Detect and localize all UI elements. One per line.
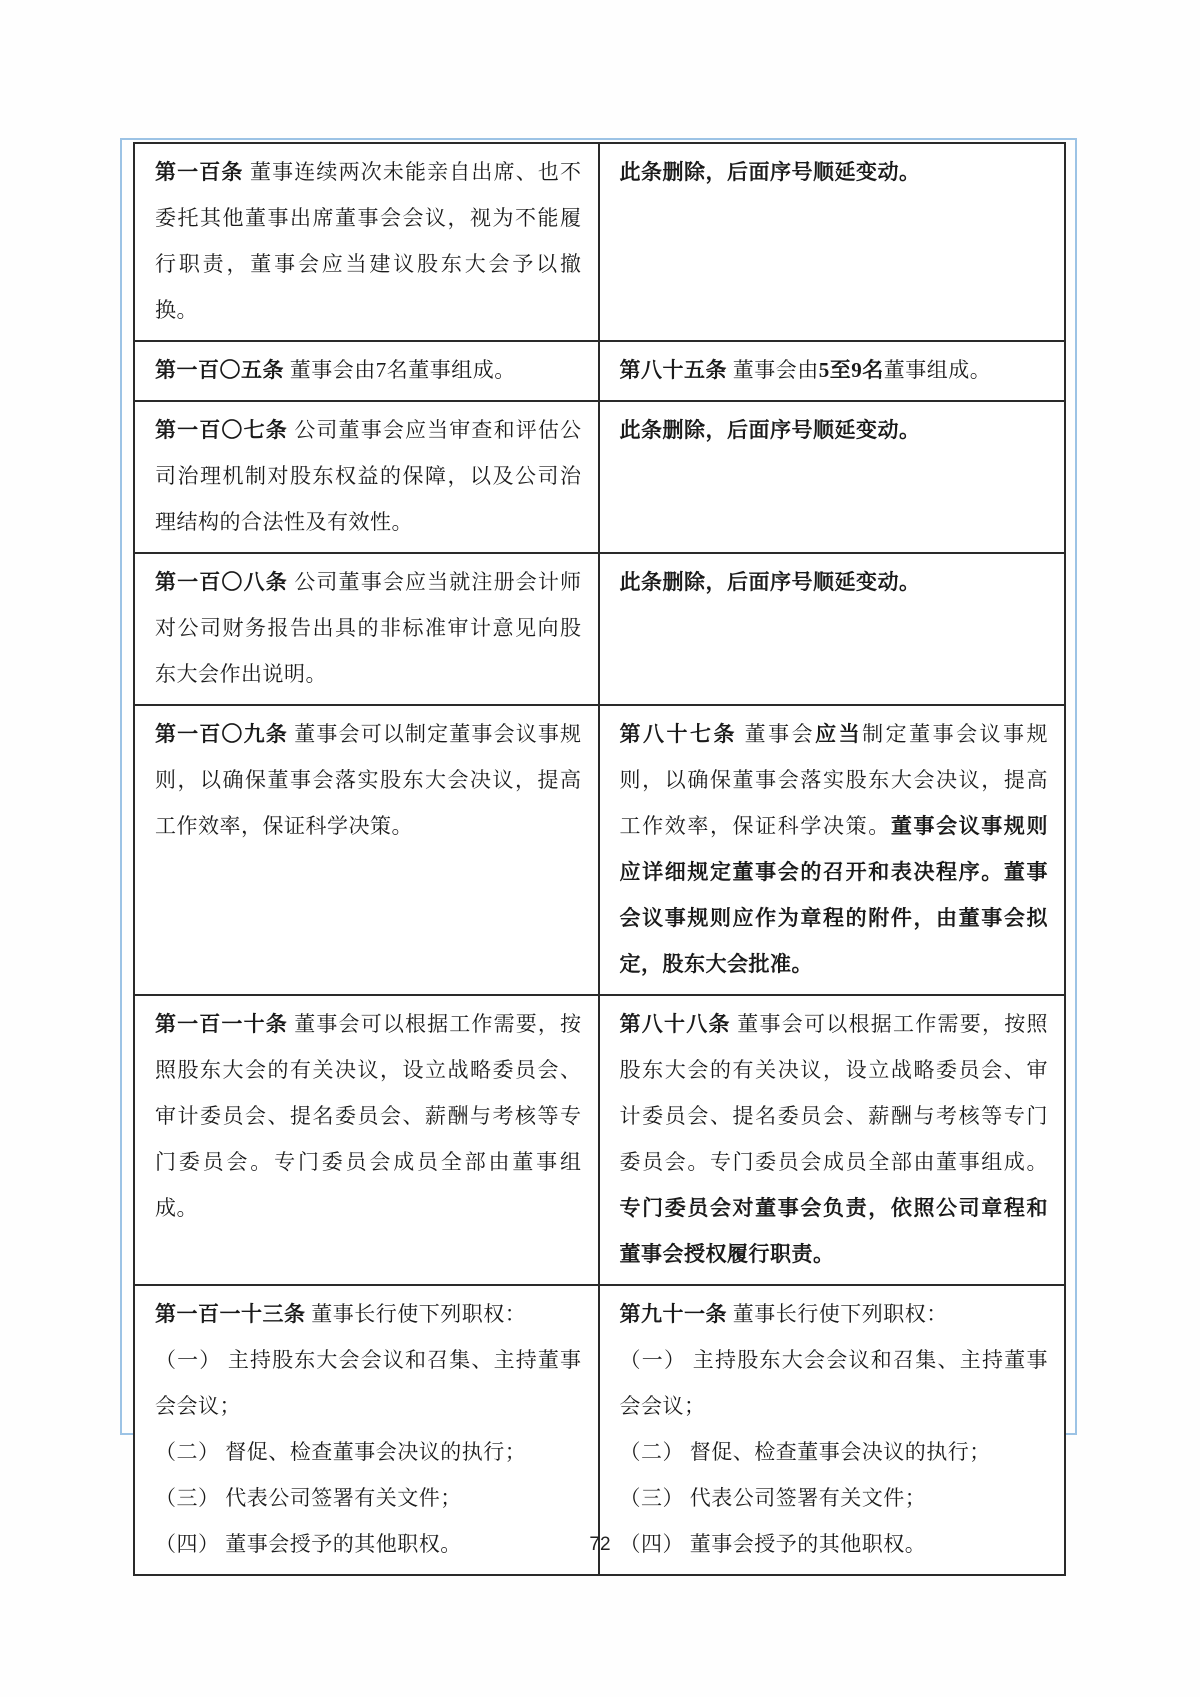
revised-article-cell	[600, 342, 1065, 400]
text-run: （三） 代表公司签署有关文件；	[619, 1486, 927, 1510]
text-run: （四） 董事会授予的其他职权。	[619, 1532, 927, 1556]
text-run: 董事会可以制定董事会议事规则，以确保董事会落实股东大会决议，提高工作效率，保证科学决策。	[155, 722, 582, 838]
original-article-cell	[135, 342, 600, 400]
table-row	[135, 402, 1064, 554]
original-article-cell	[135, 706, 600, 994]
text-run: 董事长行使下列职权：	[727, 1302, 948, 1326]
revised-article-cell	[600, 1286, 1065, 1574]
text-run: 董事会可以根据工作需要，按照股东大会的有关决议，设立战略委员会、审计委员会、提名委员会、薪酬与考核等专门委员会。专门委员会成员全部由董事组成。	[155, 1012, 582, 1220]
bold-text-run: 第一百〇七条	[155, 418, 288, 442]
revised-article-cell	[600, 706, 1065, 994]
article-paragraph	[620, 559, 1049, 605]
text-run: 公司董事会应当审查和评估公司治理机制对股东权益的保障，以及公司治理结构的合法性及有效性。	[155, 418, 582, 534]
bold-text-run: 董事会议事规则应详细规定董事会的召开和表决程序。董事会议事规则应作为章程的附件，由董事会拟定，股东大会批准。	[619, 814, 1049, 976]
bold-text-run: 第一百〇九条	[155, 722, 288, 746]
text-run: 董事会由7名董事组成。	[284, 358, 516, 382]
original-article-cell	[135, 554, 600, 704]
amendment-comparison-table	[133, 142, 1066, 1576]
bold-text-run: 5至9名	[818, 358, 884, 382]
original-article-cell	[135, 1286, 600, 1574]
article-paragraph	[620, 711, 1049, 987]
bold-text-run: 第八十五条	[619, 358, 727, 382]
table-row	[135, 342, 1064, 402]
bold-text-run: 此条删除，后面序号顺延变动。	[619, 570, 921, 594]
article-paragraph	[155, 347, 582, 393]
article-paragraph	[155, 1337, 582, 1429]
article-paragraph	[620, 1291, 1049, 1337]
revised-article-cell	[600, 554, 1065, 704]
article-paragraph	[155, 1475, 582, 1521]
page-number: 72	[589, 1534, 611, 1555]
text-run: （二） 督促、检查董事会决议的执行；	[619, 1440, 991, 1464]
original-article-cell	[135, 144, 600, 340]
article-paragraph	[620, 149, 1049, 195]
text-run: 董事会可以根据工作需要，按照股东大会的有关决议，设立战略委员会、审计委员会、提名委员会、薪酬与考核等专门委员会。专门委员会成员全部由董事组成。	[619, 1012, 1048, 1174]
original-article-cell	[135, 996, 600, 1284]
revised-article-cell	[600, 402, 1065, 552]
revised-article-cell	[600, 996, 1065, 1284]
bold-text-run: 第八十七条	[619, 722, 737, 746]
bold-text-run: 第八十八条	[619, 1012, 731, 1036]
article-paragraph	[155, 1429, 582, 1475]
bold-text-run: 第一百条	[155, 160, 244, 184]
table-row	[135, 996, 1064, 1286]
text-run: （一） 主持股东大会会议和召集、主持董事会会议；	[155, 1348, 582, 1418]
article-paragraph	[620, 1429, 1049, 1475]
original-article-cell	[135, 402, 600, 552]
bold-text-run: 第一百一十条	[155, 1012, 288, 1036]
text-run: 董事组成。	[883, 358, 992, 382]
table-row	[135, 554, 1064, 706]
text-run: 董事长行使下列职权：	[305, 1302, 527, 1326]
revised-article-cell	[600, 144, 1065, 340]
article-paragraph	[155, 559, 582, 697]
text-run: 制定董事会议事规则，以确保董事会落实股东大会决议，提高工作效率，保证科学决策。	[619, 722, 1049, 838]
article-paragraph	[620, 347, 1049, 393]
table-row	[135, 706, 1064, 996]
bold-text-run: 第一百〇八条	[155, 570, 288, 594]
bold-text-run: 第九十一条	[619, 1302, 727, 1326]
bold-text-run: 此条删除，后面序号顺延变动。	[619, 418, 921, 442]
article-paragraph	[620, 1475, 1049, 1521]
article-paragraph	[620, 1337, 1049, 1429]
article-paragraph	[155, 711, 582, 849]
text-run: （一） 主持股东大会会议和召集、主持董事会会议；	[619, 1348, 1048, 1418]
text-run: （三） 代表公司签署有关文件；	[155, 1486, 462, 1510]
article-paragraph	[155, 1291, 582, 1337]
table-row	[135, 144, 1064, 342]
bold-text-run: 第一百一十三条	[155, 1302, 306, 1326]
article-paragraph	[155, 1001, 582, 1231]
article-paragraph	[620, 1001, 1049, 1277]
text-run: 董事会由	[727, 358, 819, 382]
text-run: （二） 督促、检查董事会决议的执行；	[155, 1440, 527, 1464]
bold-text-run: 第一百〇五条	[155, 358, 284, 382]
article-paragraph	[155, 149, 582, 333]
text-run: 公司董事会应当就注册会计师对公司财务报告出具的非标准审计意见向股东大会作出说明。	[155, 570, 582, 686]
text-run: 董事连续两次未能亲自出席、也不委托其他董事出席董事会会议，视为不能履行职责，董事会应当建议股东大会予以撤换。	[155, 160, 582, 322]
article-paragraph	[620, 407, 1049, 453]
bold-text-run: 应当	[815, 722, 863, 746]
table-row	[135, 1286, 1064, 1574]
text-run: （四） 董事会授予的其他职权。	[155, 1532, 462, 1556]
text-run: 董事会	[736, 722, 816, 746]
bold-text-run: 专门委员会对董事会负责，依照公司章程和董事会授权履行职责。	[619, 1196, 1048, 1266]
article-paragraph	[155, 407, 582, 545]
bold-text-run: 此条删除，后面序号顺延变动。	[619, 160, 921, 184]
